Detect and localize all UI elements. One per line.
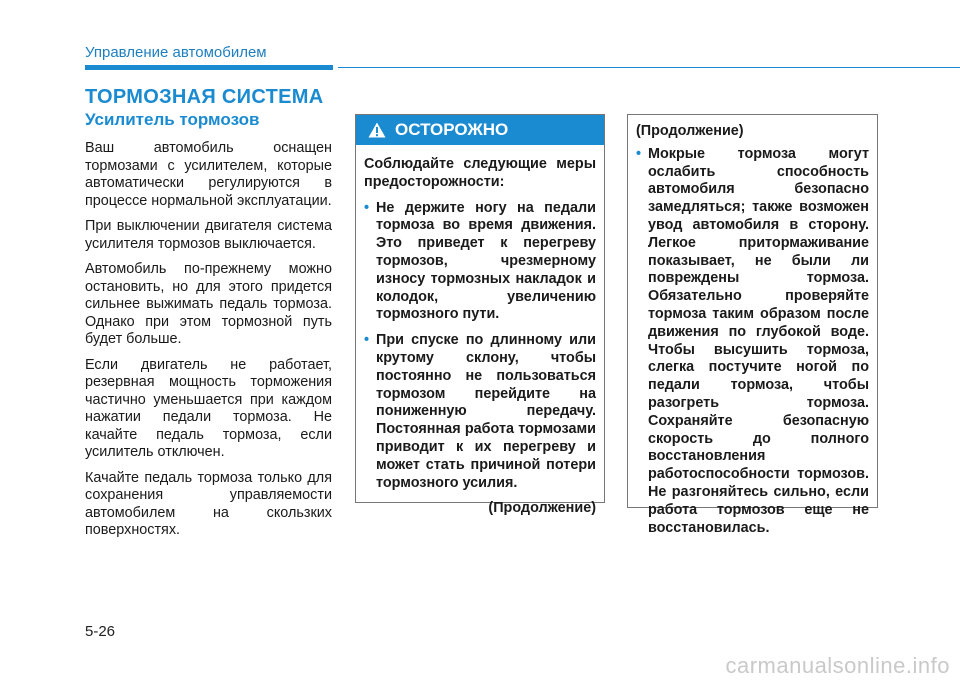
warning-intro: Соблюдайте следующие меры предосторожности: (364, 156, 596, 190)
page-title: ТОРМОЗНАЯ СИСТЕМА (85, 86, 324, 108)
watermark: carmanualsonline.info (725, 653, 950, 678)
continuation-body (628, 115, 877, 537)
continuation-box (627, 114, 878, 536)
paragraph: Качайте педаль тормоза только для сохранения управляемости автомобилем на скользких поверхностях. (85, 469, 332, 538)
warning-bullet: • Не держите ногу на педали тормоза во время движения. Это приведет к перегреву тормозов, чрезмерному износу тормозных накладок и колодок, увеличению тормозного пути. (364, 200, 596, 325)
warning-box (355, 114, 605, 517)
paragraph: Автомобиль по-прежнему можно остановить, но для этого придется сильнее выжимать педаль тормоза. Однако при этом тормозной путь будет больше. (85, 261, 332, 347)
continued-note: (Продолжение) (488, 500, 596, 517)
subsection-title: Усилитель тормозов (85, 110, 260, 129)
continuation-bullet-list (636, 146, 869, 538)
section-header-label: Управление автомобилем (85, 44, 267, 61)
warning-header (356, 115, 604, 145)
main-text-column (85, 110, 332, 548)
header-rule-thick (85, 65, 333, 70)
continuation-bullet: • Мокрые тормоза могут ослабить способность автомобиля безопасно замедляться; также возможен увод автомобиля в сторону. Легкое притормаживание показывает, не были ли повреждены тормоза. Обязательно проверяйте тормоза таким образом после движения по глубокой воде. Чтобы высушить тормоза, слегка постучите ногой по педали тормоза, чтобы разогреть тормоза. Сохраняйте безопасную скорость до полного восстановления работоспособности тормозов. Не разгоняйтесь сильно, если работа тормозов еще не восстановилась. (636, 146, 869, 538)
paragraph: При выключении двигателя система усилителя тормозов выключается. (85, 218, 332, 252)
warning-heading: ОСТОРОЖНО (395, 120, 509, 139)
warning-triangle-icon (368, 122, 386, 138)
warning-body (356, 145, 604, 518)
warning-bullet: • При спуске по длинному или крутому склону, чтобы постоянно не пользоваться тормозом перейдите на пониженную передачу. Постоянная работа тормозами приводит к их перегреву и может стать причиной потери тормозного усилия. (364, 332, 596, 492)
warning-bullet-list (364, 200, 596, 493)
header-rule-thin (338, 67, 960, 68)
page-number: 5-26 (85, 623, 116, 640)
paragraph: Ваш автомобиль оснащен тормозами с усилителем, которые автоматически регулируются в процессе нормальной эксплуатации. (85, 140, 332, 209)
continuation-label: (Продолжение) (636, 123, 744, 139)
paragraph: Если двигатель не работает, резервная мощность торможения частично уменьшается при каждом нажатии педали тормоза. Не качайте педаль тормоза, если усилитель отключен. (85, 356, 332, 460)
